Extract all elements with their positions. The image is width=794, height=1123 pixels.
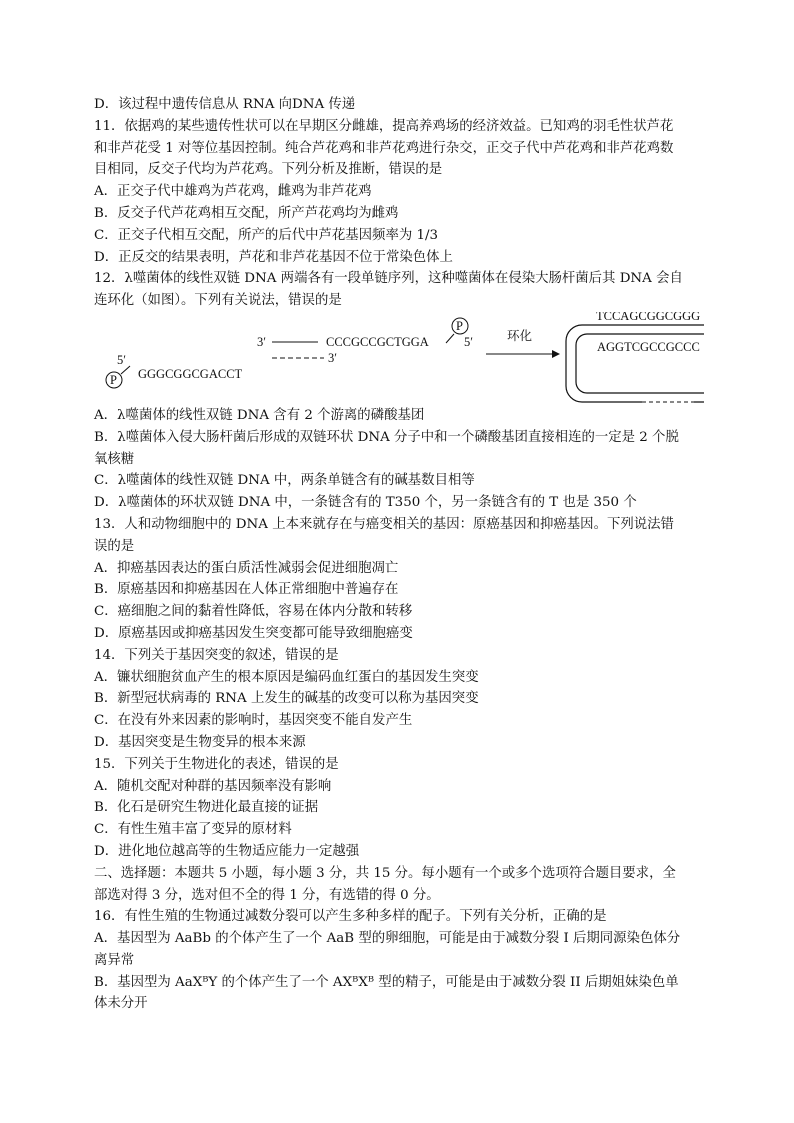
text-line: A．λ噬菌体的线性双链 DNA 含有 2 个游离的磷酸基团 bbox=[94, 407, 425, 423]
label-5prime-top: 5′ bbox=[464, 334, 473, 349]
text-line: 目相同，反交子代均为芦花鸡。下列分析及推断，错误的是 bbox=[94, 162, 443, 178]
text-line: D．原癌基因或抑癌基因发生突变都可能导致细胞癌变 bbox=[94, 625, 413, 641]
text-line: A．正交子代中雄鸡为芦花鸡，雌鸡为非芦花鸡 bbox=[94, 184, 372, 200]
text-line: 二、选择题：本题共 5 小题，每小题 3 分，共 15 分。每小题有一个或多个选项符合题目要求，全 bbox=[94, 865, 676, 881]
text-line: 体未分开 bbox=[94, 996, 148, 1012]
text-line: 15．下列关于生物进化的表述，错误的是 bbox=[94, 756, 339, 772]
text-line: 14．下列关于基因突变的叙述，错误的是 bbox=[94, 647, 339, 663]
text-line: 13．人和动物细胞中的 DNA 上本来就存在与癌变相关的基因：原癌基因和抑癌基因。下列说法错 bbox=[94, 516, 674, 532]
text-line: C．癌细胞之间的黏着性降低，容易在体内分散和转移 bbox=[94, 604, 413, 620]
arrow-head bbox=[552, 350, 560, 358]
text-line: A．镰状细胞贫血产生的根本原因是编码血红蛋白的基因发生突变 bbox=[94, 669, 479, 685]
text-line: 11．依据鸡的某些遗传性状可以在早期区分雌雄，提高养鸡场的经济效益。已知鸡的羽毛性状芦花 bbox=[94, 118, 674, 134]
circle-outer-sequence: TCCAGCGGCGGG bbox=[596, 311, 701, 323]
text-line: C．λ噬菌体的线性双链 DNA 中，两条单链含有的碱基数目相等 bbox=[94, 473, 475, 489]
text-line: 12．λ噬菌体的线性双链 DNA 两端各有一段单链序列，这种噬菌体在侵染大肠杆菌后其 DNA 会自 bbox=[94, 271, 683, 287]
arrow-label: 环化 bbox=[507, 328, 533, 343]
text-line: D．基因突变是生物变异的根本来源 bbox=[94, 734, 306, 750]
text-line: B．λ噬菌体入侵大肠杆菌后形成的双链环状 DNA 分子中和一个磷酸基团直接相连的一定是 2 个脱 bbox=[94, 429, 679, 445]
text-line: 部选对得 3 分，选对但不全的得 1 分，有选错的得 0 分。 bbox=[94, 887, 440, 903]
text-line: 和非芦花受 1 对等位基因控制。纯合芦花鸡和非芦花鸡进行杂交，正交子代中芦花鸡和非芦花鸡数 bbox=[94, 140, 674, 156]
bottom-strand-sequence: GGGCGGCGACCT bbox=[138, 366, 243, 381]
text-line: B．反交子代芦花鸡相互交配，所产芦花鸡均为雌鸡 bbox=[94, 205, 399, 221]
circle-outer-strand bbox=[566, 325, 704, 402]
text-line: 误的是 bbox=[94, 538, 135, 554]
dna-diagram-svg bbox=[94, 312, 704, 405]
text-line: C．正交子代相互交配，所产的后代中芦花基因频率为 1/3 bbox=[94, 227, 439, 243]
text-line: B．原癌基因和抑癌基因在人体正常细胞中普遍存在 bbox=[94, 582, 399, 598]
circle-inner-sequence: AGGTCGCCGCCC bbox=[597, 339, 700, 354]
text-line: D．进化地位越高等的生物适应能力一定越强 bbox=[94, 843, 360, 859]
text-line: 离异常 bbox=[94, 952, 135, 968]
phosphate-bottom-label: P bbox=[110, 372, 117, 387]
text-block-bottom bbox=[94, 405, 704, 1015]
text-line: A．抑癌基因表达的蛋白质活性减弱会促进细胞凋亡 bbox=[94, 560, 399, 576]
text-line: 连环化（如图）。下列有关说法，错误的是 bbox=[94, 293, 342, 309]
text-line: B．新型冠状病毒的 RNA 上发生的碱基的改变可以称为基因突变 bbox=[94, 691, 479, 707]
text-line: A．基因型为 AaBb 的个体产生了一个 AaB 型的卵细胞，可能是由于减数分裂 I 后期同源染色体分 bbox=[94, 931, 681, 947]
text-line: B．化石是研究生物进化最直接的证据 bbox=[94, 800, 319, 816]
text-block-top bbox=[94, 94, 704, 312]
text-line: 16．有性生殖的生物通过减数分裂可以产生多种多样的配子。下列有关分析，正确的是 bbox=[94, 909, 607, 925]
top-strand-sequence: CCCGCCGCTGGA bbox=[326, 334, 429, 349]
text-line: B．基因型为 AaXᴮY 的个体产生了一个 AXᴮXᴮ 型的精子，可能是由于减数分裂 II 后期姐妹染色单 bbox=[94, 974, 679, 990]
phosphate-top-label: P bbox=[456, 318, 463, 333]
text-line: C．在没有外来因素的影响时，基因突变不能自发产生 bbox=[94, 713, 413, 729]
text-line: C．有性生殖丰富了变异的原材料 bbox=[94, 822, 292, 838]
exam-page bbox=[94, 94, 704, 1015]
text-line: A．随机交配对种群的基因频率没有影响 bbox=[94, 778, 332, 794]
dna-cyclization-diagram bbox=[94, 312, 704, 405]
label-3prime-top: 3′ bbox=[257, 334, 266, 349]
top-strand-tail bbox=[446, 334, 454, 343]
bottom-strand-tail bbox=[121, 366, 130, 374]
text-line: D．正反交的结果表明，芦花和非芦花基因不位于常染色体上 bbox=[94, 249, 453, 265]
text-line: D．λ噬菌体的环状双链 DNA 中，一条链含有的 T350 个，另一条链含有的 T 也是 350 个 bbox=[94, 495, 637, 511]
text-line: 氧核糖 bbox=[94, 451, 135, 467]
label-5prime-bottom: 5′ bbox=[117, 352, 126, 367]
text-line: D．该过程中遗传信息从 RNA 向DNA 传递 bbox=[94, 97, 356, 112]
label-3prime-bottom: 3′ bbox=[328, 350, 337, 365]
